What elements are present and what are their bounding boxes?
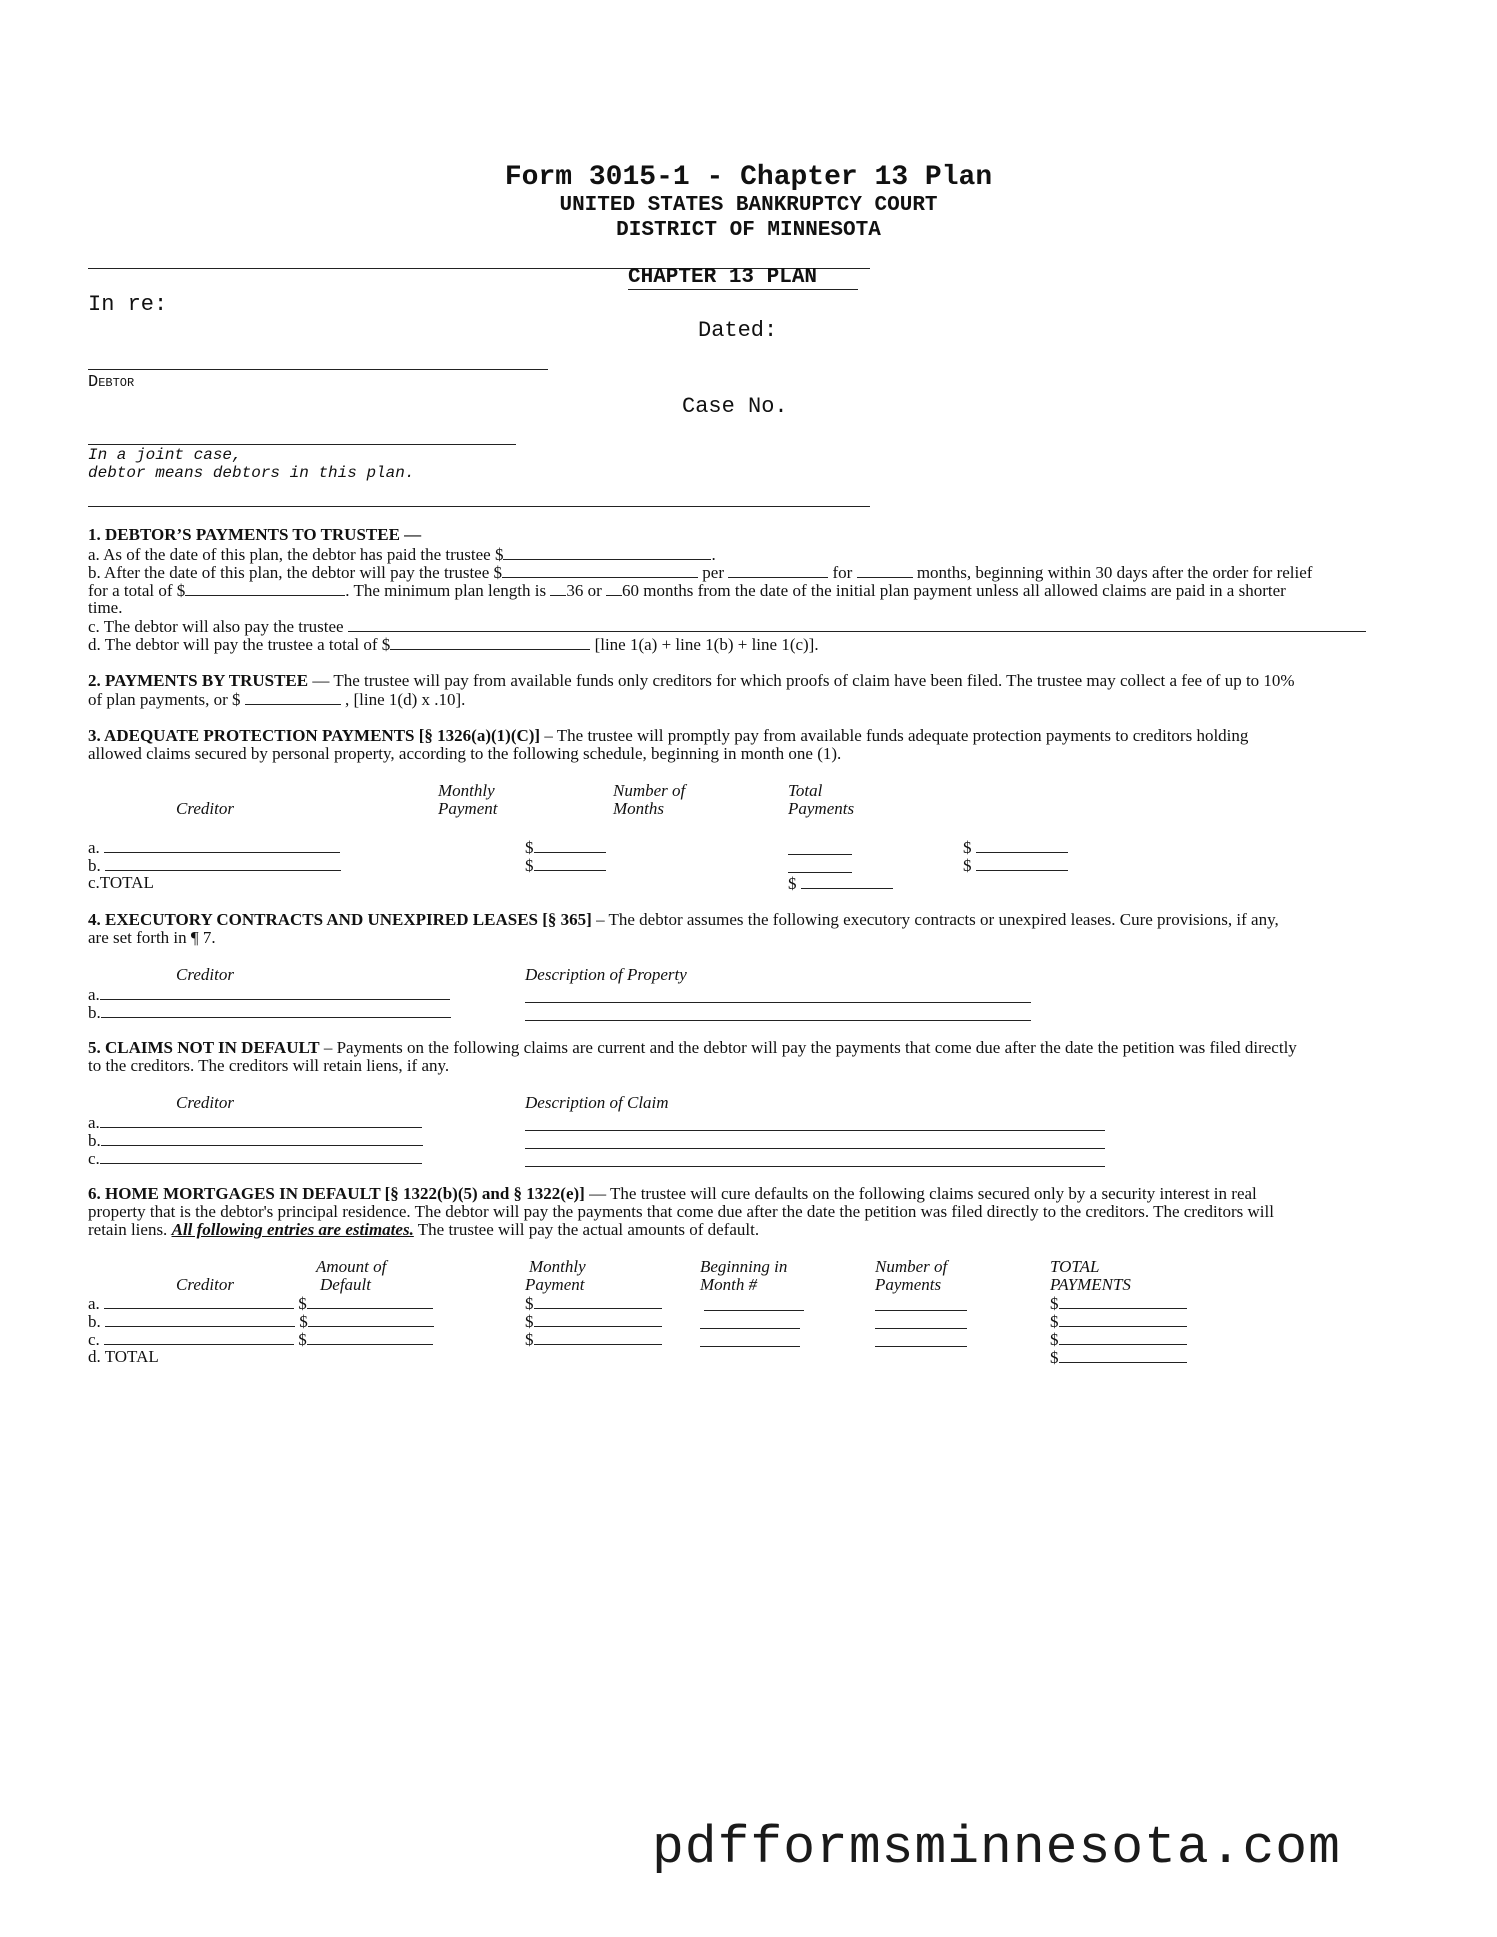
s6-c-creditor-field[interactable] [104,1330,294,1345]
s2-heading: 2. PAYMENTS BY TRUSTEE [88,671,309,690]
s6-c-default-dollar: $ [298,1330,307,1349]
s2-text: — The trustee will pay from available funds only creditors for which proofs of claim have been filed. The trustee may collect a fee of up to 10% [308,671,1295,690]
s4-line-2: are set forth in ¶ 7. [88,928,216,947]
s5-a-creditor-field[interactable] [100,1113,422,1128]
s6-row-b-label: b. [88,1312,101,1331]
s5-a-desc-field[interactable] [525,1130,1105,1131]
s3-line-1 [88,727,1248,746]
s6-a-total-dollar: $ [1050,1294,1059,1313]
s1-b-amount-field[interactable] [502,563,698,578]
s1-b-for: for [832,563,853,582]
s1-a-text: a. As of the date of this plan, the debtor has paid the trustee $ [88,545,504,564]
s6-a-default-field[interactable] [307,1294,433,1309]
s1-36-check[interactable] [550,581,566,596]
s6-row-c-label: c. [88,1330,100,1349]
s6-b-total [1050,1312,1187,1332]
s5-row-a [88,1113,422,1133]
s4-text: – The debtor assumes the following executory contracts or unexpired leases. Cure provisions, if any, [591,910,1279,929]
s5-row-b-label: b. [88,1131,101,1150]
s3-row-a-label: a. [88,838,100,857]
s3-text: – The trustee will promptly pay from available funds adequate protection payments to creditors holding [540,726,1249,745]
s3-b-dollar: $ [525,856,534,875]
s3-line-2: allowed claims secured by personal property, according to the following schedule, beginning in month one (1). [88,744,842,763]
s3-col-months-2: Months [613,799,664,818]
s6-heading: 6. HOME MORTGAGES IN DEFAULT [§ 1322(b)(5) and § 1322(e)] [88,1184,585,1203]
s3-b-monthly-field[interactable] [534,856,606,871]
s6-text3c: The trustee will pay the actual amounts of default. [413,1220,760,1239]
s6-estimates-note: All following entries are estimates. [171,1220,414,1239]
s1-36-text: 36 or [566,581,602,600]
s6-row-a-label: a. [88,1294,100,1313]
s6-col-monthly-1: Monthly [529,1257,586,1276]
s5-c-desc-field[interactable] [525,1166,1105,1167]
s1-c-field[interactable] [348,617,1366,632]
s6-c-begin-field[interactable] [700,1346,800,1347]
s4-col-creditor: Creditor [176,965,234,984]
s6-line-2: property that is the debtor's principal residence. The debtor will pay the payments that come due after the date the petition was filed directly to the creditors. The creditors will [88,1202,1274,1221]
s6-col-monthly-2: Payment [525,1275,585,1294]
s6-b-monthly-field[interactable] [534,1312,662,1327]
s6-b-default-dollar: $ [299,1312,308,1331]
s4-b-desc-field[interactable] [525,1020,1031,1021]
s6-col-total-1: TOTAL [1050,1257,1100,1276]
case-no-label: Case No. [682,394,788,419]
s1-b2-text: for a total of $ [88,581,186,600]
s6-c-default-field[interactable] [307,1330,433,1345]
court-name: UNITED STATES BANKRUPTCY COURT [559,194,938,217]
s6-text: — The trustee will cure defaults on the following claims secured only by a security interest in real [584,1184,1257,1203]
s6-col-default-2: Default [320,1275,371,1294]
s6-a-creditor-field[interactable] [104,1294,294,1309]
in-re-label: In re: [88,292,168,317]
s6-b-monthly-dollar: $ [525,1312,534,1331]
s2-text2a: of plan payments, or $ [88,690,241,709]
s6-b-total-dollar: $ [1050,1312,1059,1331]
s3-row-a [88,838,340,858]
joint-debtor-line[interactable] [88,444,516,445]
s6-row-total: d. TOTAL [88,1347,159,1366]
s3-b-total [963,856,1068,876]
s5-line-1 [88,1039,1297,1058]
s6-b-monthly [525,1312,662,1332]
s2-line-1 [88,672,1295,691]
s6-col-begin-2: Month # [700,1275,758,1294]
s4-line-1 [88,911,1279,930]
s3-a-dollar: $ [525,838,534,857]
s6-col-number-1: Number of [875,1257,948,1276]
form-title: Form 3015-1 - Chapter 13 Plan [504,162,993,193]
s6-a-total [1050,1294,1187,1314]
s6-col-begin-1: Beginning in [700,1257,788,1276]
s6-a-monthly-field[interactable] [534,1294,662,1309]
s4-row-b [88,1003,451,1023]
s1-heading: 1. DEBTOR’S PAYMENTS TO TRUSTEE — [88,525,422,544]
s5-b-desc-field[interactable] [525,1148,1105,1149]
s3-col-total-1: Total [788,781,823,800]
joint-note-2: debtor means debtors in this plan. [88,464,415,482]
s3-a-monthly [525,838,606,858]
s3-col-months-1: Number of [613,781,686,800]
s3-b-monthly [525,856,606,876]
s5-b-creditor-field[interactable] [101,1131,423,1146]
s6-line-3 [88,1221,759,1240]
s3-row-b-label: b. [88,856,101,875]
s6-a-total-field[interactable] [1059,1294,1187,1309]
s2-text2b: , [line 1(d) x .10]. [345,690,466,709]
s6-c-monthly-dollar: $ [525,1330,534,1349]
s3-a-creditor-field[interactable] [104,838,340,853]
s6-c-total [1050,1330,1187,1350]
s1-b-total-field[interactable] [185,581,345,596]
s6-a-default-dollar: $ [298,1294,307,1313]
plan-title-underline [628,289,858,290]
s3-col-monthly-2: Payment [438,799,498,818]
s6-b-total-field[interactable] [1059,1312,1187,1327]
s6-c-monthly-field[interactable] [534,1330,662,1345]
site-watermark: pdfformsminnesota.com [652,1818,1341,1878]
s1-d-total-field[interactable] [390,635,590,650]
s6-col-total-2: PAYMENTS [1050,1275,1131,1294]
s6-a-begin-field[interactable] [704,1310,804,1311]
s6-a-monthly [525,1294,662,1314]
s5-row-a-label: a. [88,1113,100,1132]
s4-heading: 4. EXECUTORY CONTRACTS AND UNEXPIRED LEASES [§ 365] [88,910,592,929]
s4-b-creditor-field[interactable] [101,1003,451,1018]
dated-label: Dated: [698,318,778,343]
s6-b-default-field[interactable] [308,1312,434,1327]
s6-c-number-field[interactable] [875,1346,967,1347]
s3-a-total-dollar: $ [963,838,972,857]
s3-a-total-field[interactable] [976,838,1068,853]
s1-line-c [88,617,1366,637]
s4-a-creditor-field[interactable] [100,985,450,1000]
s6-a-monthly-dollar: $ [525,1294,534,1313]
s5-row-c-label: c. [88,1149,100,1168]
debtor-label: Debtor [88,373,135,392]
s1-a-amount-field[interactable] [503,545,711,560]
district-name: DISTRICT OF MINNESOTA [616,219,881,242]
s1-a-end: . [711,545,716,564]
s1-d-end: [line 1(a) + line 1(b) + line 1(c)]. [594,635,819,654]
s5-heading: 5. CLAIMS NOT IN DEFAULT [88,1038,320,1057]
s3-col-total-2: Payments [788,799,855,818]
s3-b-total-dollar: $ [963,856,972,875]
s1-b-per: per [702,563,724,582]
s3-total-field[interactable] [801,874,893,889]
s6-line-1 [88,1185,1257,1204]
s3-a-monthly-field[interactable] [534,838,606,853]
s5-row-c [88,1149,422,1169]
s1-line-b [88,563,1312,583]
s6-c-monthly [525,1330,662,1350]
s1-time: time. [88,598,123,617]
s4-a-desc-field[interactable] [525,1002,1031,1003]
s2-line-2 [88,690,465,710]
s4-row-b-label: b. [88,1003,101,1022]
caption-bottom-rule [88,506,870,507]
s6-d-total [1050,1348,1187,1368]
plan-title: CHAPTER 13 PLAN [628,266,818,289]
s1-b-months-field[interactable] [857,563,913,578]
s3-col-monthly-1: Monthly [438,781,495,800]
s6-col-number-2: Payments [875,1275,942,1294]
s6-col-creditor: Creditor [176,1275,234,1294]
s3-b-months-field[interactable] [788,872,852,873]
s1-b-period-field[interactable] [728,563,828,578]
s3-a-months-field[interactable] [788,854,852,855]
s5-col-desc: Description of Claim [525,1093,669,1112]
s3-heading: 3. ADEQUATE PROTECTION PAYMENTS [§ 1326(a)(1)(C)] [88,726,541,745]
s6-text3a: retain liens. [88,1220,168,1239]
s1-line-b2 [88,581,1286,601]
s3-a-total [963,838,1068,858]
s1-b-text: b. After the date of this plan, the debtor will pay the trustee $ [88,563,503,582]
s6-b-creditor-field[interactable] [105,1312,295,1327]
s6-d-total-field[interactable] [1059,1348,1187,1363]
s6-row-b [88,1312,434,1332]
s1-d-text: d. The debtor will pay the trustee a total of $ [88,635,391,654]
s1-line-a [88,545,716,565]
s4-row-a [88,985,450,1005]
s2-fee-field[interactable] [245,690,341,705]
s6-b-begin-field[interactable] [700,1328,800,1329]
s6-c-total-field[interactable] [1059,1330,1187,1345]
s3-total-months [788,874,893,894]
s5-line-2: to the creditors. The creditors will retain liens, if any. [88,1056,450,1075]
s6-row-a [88,1294,433,1314]
s3-b-creditor-field[interactable] [105,856,341,871]
s4-col-desc: Description of Property [525,965,687,984]
s6-c-total-dollar: $ [1050,1330,1059,1349]
s4-row-a-label: a. [88,985,100,1004]
s3-row-total: c.TOTAL [88,873,154,892]
s6-a-number-field[interactable] [875,1310,967,1311]
s1-c-text: c. The debtor will also pay the trustee [88,617,344,636]
debtor-name-line[interactable] [88,369,548,370]
s5-c-creditor-field[interactable] [100,1149,422,1164]
s1-b3-text: . The minimum plan length is [345,581,547,600]
s5-row-b [88,1131,423,1151]
s3-b-total-field[interactable] [976,856,1068,871]
s6-d-total-dollar: $ [1050,1348,1059,1367]
s3-col-creditor: Creditor [176,799,234,818]
s6-b-number-field[interactable] [875,1328,967,1329]
s6-col-default-1: Amount of [316,1257,387,1276]
joint-note-1: In a joint case, [88,446,242,464]
s1-b-months: months, beginning within 30 days after the order for relief [916,563,1313,582]
s1-line-d [88,635,819,655]
s1-60-text: 60 months from the date of the initial plan payment unless all allowed claims are paid in a shorter [622,581,1286,600]
s5-col-creditor: Creditor [176,1093,234,1112]
s5-text: – Payments on the following claims are current and the debtor will pay the payments that come due after the date the petition was filed directly [319,1038,1297,1057]
s3-total-dollar: $ [788,874,797,893]
s1-60-check[interactable] [606,581,622,596]
